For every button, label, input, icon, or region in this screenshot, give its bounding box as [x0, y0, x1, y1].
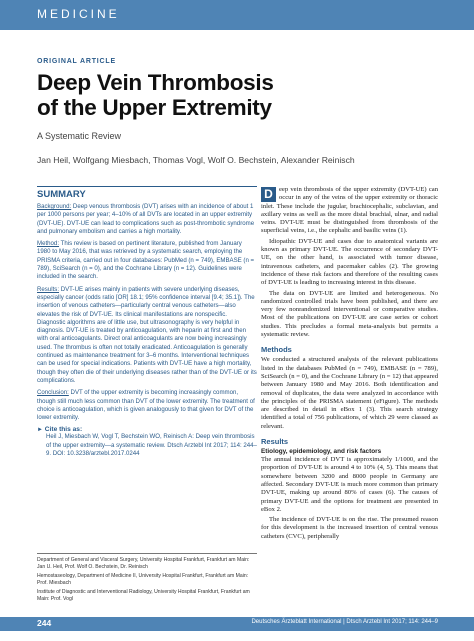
method-label: Method: — [37, 240, 60, 248]
background-text: Deep venous thrombosis (DVT) arises with an incidence of about 1 per 1000 persons per year; 4–10% of all DVTs are located in an upper extremity (DVT-UE). DVT-UE can lead to complications such as post-thrombotic syndrome and pulmonary embolism and carries a high mortality. — [37, 203, 255, 235]
article-title — [37, 70, 457, 120]
author-list: Jan Heil, Wolfgang Miesbach, Thomas Vogl, Wolf O. Bechstein, Alexander Reinisch — [37, 155, 355, 165]
results-label: Results: — [37, 285, 60, 293]
results-text-1: The annual incidence of DVT is approximately 1/1000, and the proportion of DVT-UE is around 4 to 10% (4, 5). This means that somewhere between 3200 and 8000 people in Germany are affected. Secondary DVT-UE is much more common than primary DVT-UE, making up around 80% of cases (6). The causes of primary DVT-UE and the options for treatment are presented in eBox 2. — [261, 456, 438, 513]
summary-heading: SUMMARY — [37, 186, 257, 200]
intro-text-1: eep vein thrombosis of the upper extremity (DVT-UE) can occur in any of the veins of the upper extremity or thoracic inlet. These include the jugular, brachiocephalic, subclavian, and axillary veins as well as the more distal brachial, ulnar, and radial veins. DVT-UE must be distinguished from thrombosis of the superficial veins, i.e., the cephalic and basilic veins (1). — [261, 186, 438, 235]
section-label: MEDICINE — [37, 7, 120, 21]
conclusion-text: DVT of the upper extremity is becoming increasingly common, though still much less common than DVT of the lower extremity. The treatment of choice is anticoagulation, which is given analogously to that given for DVT of the lower extremity. — [37, 389, 255, 422]
methods-heading: Methods — [261, 345, 292, 355]
intro-text-3: The data on DVT-UE are limited and heterogeneous. No randomized controlled trials have been published, and there are very few nonrandomized interventional or comparative studies. Most of the publications on DVT-UE are case series or cohort studies. This precludes a formal meta-analysis but permits a systematic review. — [261, 289, 438, 339]
affiliation-1: Department of General and Visceral Surgery, University Hospital Frankfurt, Frankfurt am Main: Jan U. Heil, Prof. Wolf O. Bechstein, Dr. Reinisch — [37, 557, 250, 570]
cite-text: Heil J, Miesbach W, Vogl T, Bechstein WO, Reinisch A: Deep vein thrombosis of the upper extremity—a systematic review. Dtsch Arztebl Int 2017; 114: 244–9. DOI: 10.3238/arztebl.2017.0244 — [46, 433, 257, 458]
summary-results — [37, 286, 257, 386]
summary-method — [37, 240, 257, 281]
background-label: Background: — [37, 203, 72, 210]
page-number: 244 — [37, 618, 52, 628]
affiliation-3: Institute of Diagnostic and Interventional Radiology, University Hospital Frankfurt, Frankfurt am Main: Prof. Vogl — [37, 589, 250, 602]
summary-background — [37, 203, 257, 236]
summary-conclusion — [37, 389, 257, 422]
affiliations — [37, 553, 257, 606]
affiliation-2: Hemostaseology, Department of Medicine II, University Hospital Frankfurt, Frankfurt am Main: Prof. Miesbach — [37, 573, 249, 586]
arrow-right-icon: ► — [37, 427, 43, 434]
footer-bar — [0, 617, 474, 631]
article-type: ORIGINAL ARTICLE — [37, 58, 116, 65]
intro-paragraph — [261, 186, 438, 236]
intro-text-2: Idiopathic DVT-UE and cases due to anatomical variants are known as primary DVT-UE. The occurrence of secondary DVT-UE, on the other hand, is associated with tumor disease, intravenous catheters, and pacemaker cables (2). The growing incidence of these risk factors and therefore of the resulting cases of DVT-UE is leading to increasing interest in this disease. — [261, 237, 438, 287]
body-column — [261, 186, 438, 543]
title-line-2: of the Upper Extremity — [37, 95, 272, 120]
article-subtitle: A Systematic Review — [37, 131, 122, 141]
cite-heading — [37, 426, 257, 433]
cite-heading-label: Cite this as: — [44, 426, 83, 434]
title-line-1: Deep Vein Thrombosis — [37, 70, 274, 95]
method-text: This review is based on pertinent literature, published from January 1980 to May 2016, that was retrieved by a systematic search, employing the PRISMA criteria, carried out in four databases: PubMed (n = 749), EMBASE (n = 789), SciSearch (n = 0), and the Cochrane Library (n = 12). Guidelines were included in the search. — [37, 240, 255, 281]
results-heading: Results — [261, 437, 289, 447]
header-bar — [0, 0, 474, 30]
dropcap: D — [261, 187, 276, 202]
etiology-heading: Etiology, epidemiology, and risk factors — [261, 448, 382, 456]
conclusion-label: Conclusion: — [37, 389, 69, 397]
results-text: DVT-UE arises mainly in patients with severe underlying diseases, especially cancer (odds ratio [OR] 18.1; 95% confidence interval [9.4; 35.1]). The insertion of venous catheters—particularly central venous catheters—also elevates the risk of DVT-UE. Its clinical manifestations are nonspecific. Diagnostic algorithms are of little use, but ultrasonography is very helpful in diagnosis. DVT-UE is treated by anticoagulation, with heparin at first and then with oral anticoagulants. Direct oral anticoagulants are now being increasingly used. The thrombus is often not totally eradicated. Anticoagulation is generally continued as maintenance treatment for 3–6 months. Interventional techniques can be used for special indications. Patients with DVT-UE have a high mortality, though they often die of their underlying diseases rather than of the DVT-UE or its complications. — [37, 285, 257, 384]
journal-citation: Deutsches Ärzteblatt International | Dtsch Arztebl Int 2017; 114: 244–9 — [251, 619, 438, 625]
results-text-2: The incidence of DVT-UE is on the rise. The presumed reason for this development is the increased insertion of central venous catheters (CVC), peripherally — [261, 516, 438, 540]
summary-column — [37, 186, 257, 458]
methods-text: We conducted a structured analysis of the relevant publications listed in the databases PubMed (n = 749), EMBASE (n = 789), SciSearch (n = 0), and the Cochrane Library (n = 12) that appeared between January 1980 and May 2016. Both identification and removal of duplicates, the data were analyzed in accordance with the principles of the PRISMA statement (eFigure). The methods are described in detail in eBox 1 (3). This search strategy identified a total of 756 publications, of which 29 were classed as relevant. — [261, 356, 438, 430]
